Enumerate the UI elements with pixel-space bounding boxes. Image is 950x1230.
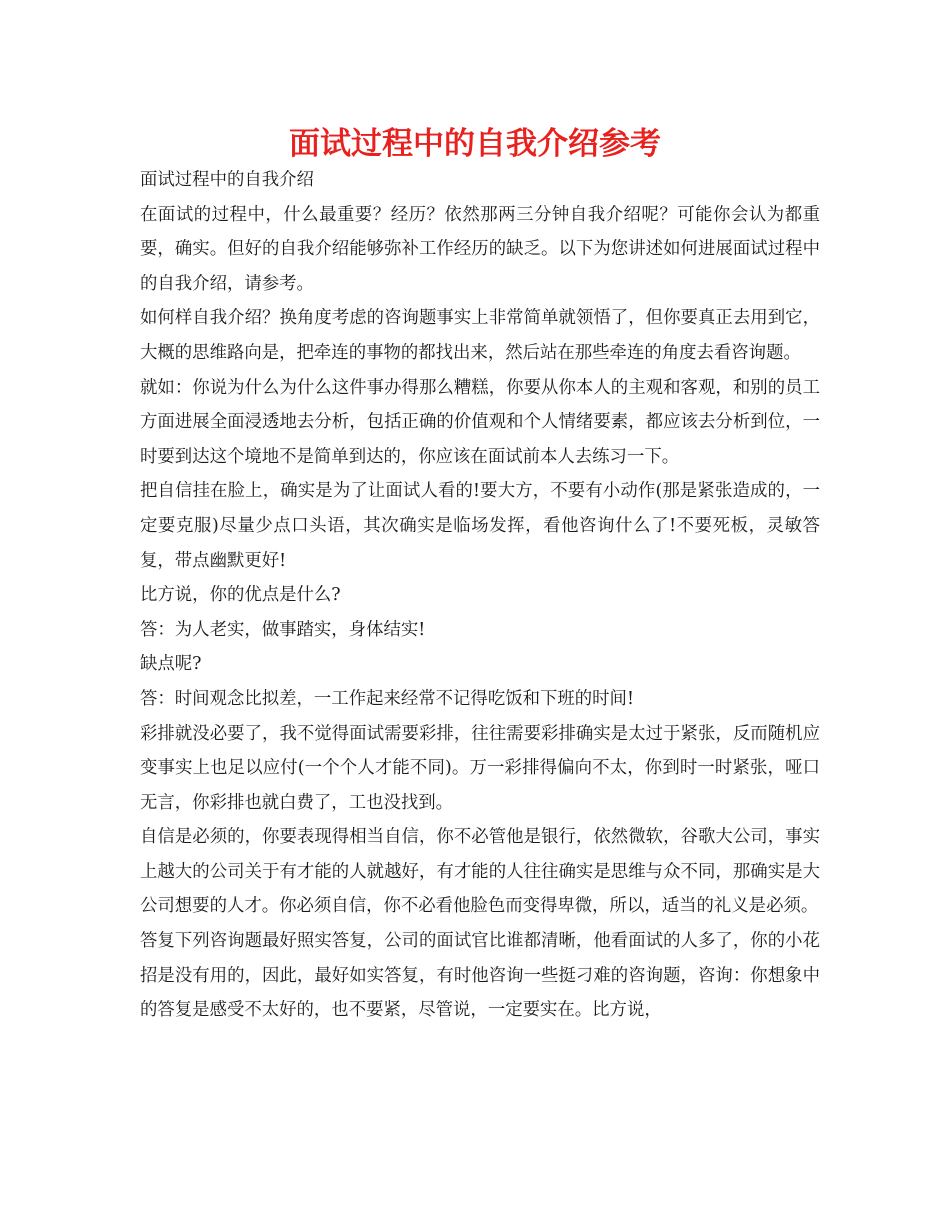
paragraph-confidence: 把自信挂在脸上，确实是为了让面试人看的!要大方，不要有小动作(那是紧张造成的，一定要克服)尽量少点口头语，其次确实是临场发挥，看他咨询什么了!不要死板，灵敏答复，带点幽默更好! xyxy=(140,481,820,571)
paragraph-answer-strength: 答：为人老实，做事踏实，身体结实! xyxy=(140,619,426,640)
paragraph-question-weakness: 缺点呢? xyxy=(140,654,202,675)
paragraph-example: 就如：你说为什么为什么这件事办得那么糟糕，你要从你本人的主观和客观，和别的员工方面进展全面浸透地去分析，包括正确的价值观和个人情绪要素，都应该去分析到位，一时要到达这个境地不是简单到达的，你应该在面试前本人去练习一下。 xyxy=(140,377,820,467)
document-title: 面试过程中的自我介绍参考 xyxy=(289,126,661,162)
paragraph-how-to: 如何样自我介绍？换角度考虑的咨询题事实上非常简单就领悟了，但你要真正去用到它，大概的思维路向是，把牵连的事物的都找出来，然后站在那些牵连的角度去看咨询题。 xyxy=(140,308,820,363)
paragraph-answer-weakness: 答：时间观念比拟差，一工作起来经常不记得吃饭和下班的时间! xyxy=(140,688,634,709)
paragraph-rehearsal: 彩排就没必要了，我不觉得面试需要彩排，往往需要彩排确实是太过于紧张，反而随机应变事实上也足以应付(一个个人才能不同)。万一彩排得偏向不太，你到时一时紧张，哑口无言，你彩排也就白费了，工也没找到。 xyxy=(140,723,820,813)
paragraph-subtitle: 面试过程中的自我介绍 xyxy=(140,170,314,190)
paragraph-question-strength: 比方说，你的优点是什么? xyxy=(140,585,341,606)
paragraph-self-confidence: 自信是必须的，你要表现得相当自信，你不必管他是银行，依然微软，谷歌大公司，事实上越大的公司关于有才能的人就越好，有才能的人往往确实是思维与众不同，那确实是大公司想要的人才。你必须自信，你不必看他脸色而变得卑微，所以，适当的礼义是必须。 xyxy=(140,827,820,917)
paragraph-honest-answers: 答复下列咨询题最好照实答复，公司的面试官比谁都清晰，他看面试的人多了，你的小花招是没有用的，因此，最好如实答复，有时他咨询一些挺刁难的咨询题，咨询：你想象中的答复是感受不太好的，也不要紧，尽管说，一定要实在。比方说， xyxy=(140,931,820,1021)
document-body xyxy=(140,163,820,1028)
paragraph-intro: 在面试的过程中，什么最重要？经历？依然那两三分钟自我介绍呢？可能你会认为都重要，确实。但好的自我介绍能够弥补工作经历的缺乏。以下为您讲述如何进展面试过程中的自我介绍，请参考。 xyxy=(140,204,820,294)
